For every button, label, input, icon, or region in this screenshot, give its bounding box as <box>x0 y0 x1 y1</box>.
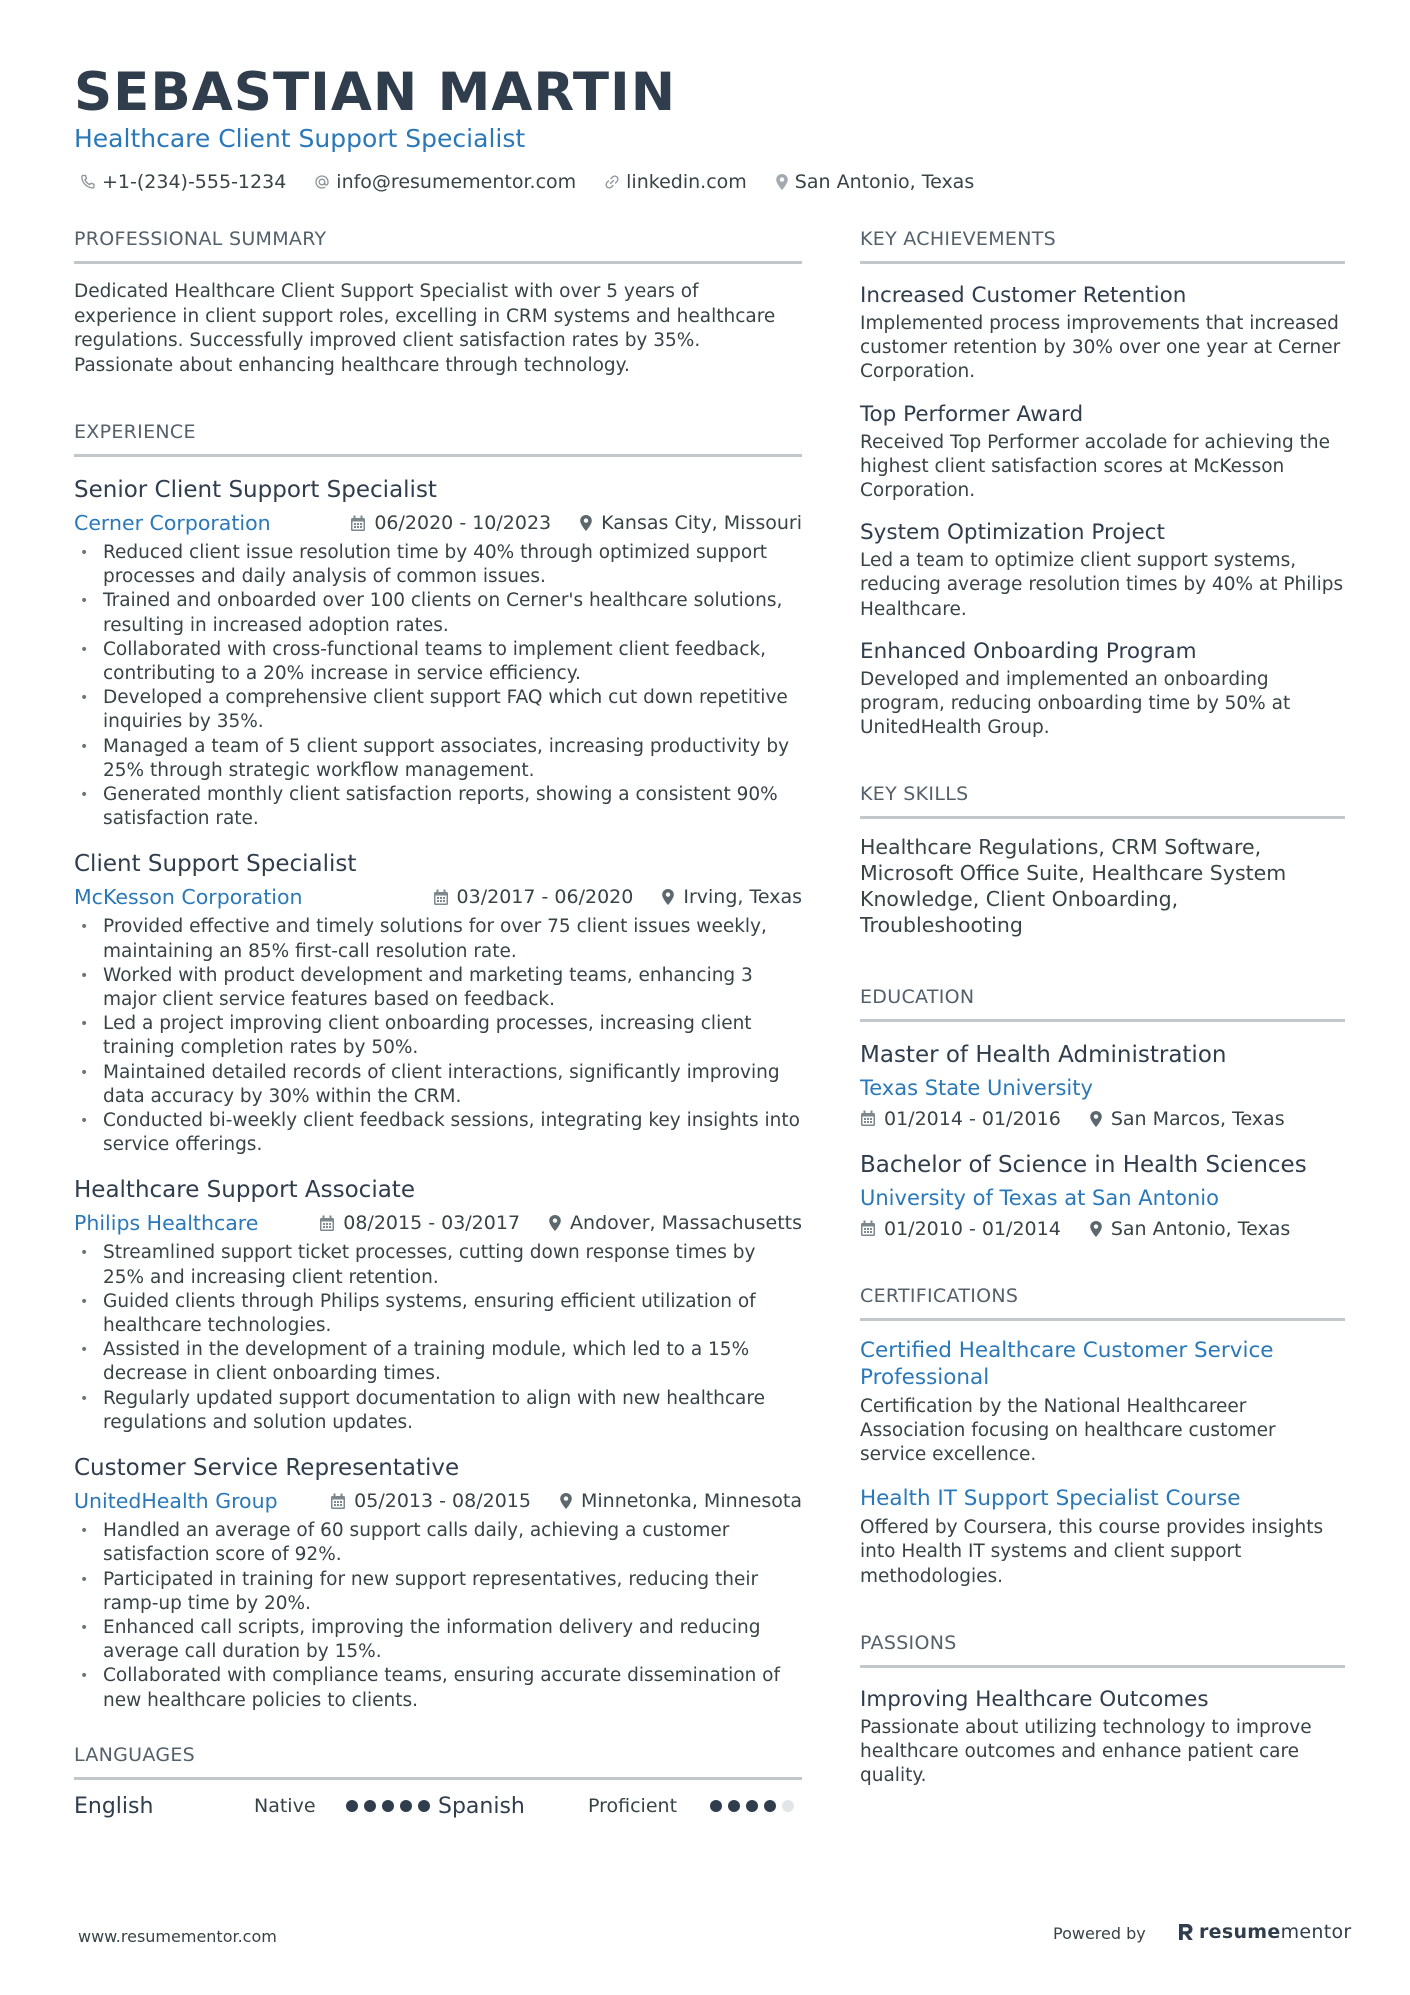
education-heading: EDUCATION <box>860 983 1345 1022</box>
bullet-item: • Generated monthly client satisfaction reports, showing a consistent 90% satisfaction rate. <box>74 783 802 831</box>
location-text: Minnetonka, Minnesota <box>580 1490 802 1513</box>
calendar-icon <box>350 515 366 532</box>
job-dates <box>433 881 634 913</box>
certification-desc: Offered by Coursera, this course provides insights into Health IT systems and client support methodologies. <box>860 1517 1324 1587</box>
school-name: University of Texas at San Antonio <box>860 1185 1219 1210</box>
job-entry <box>74 473 802 831</box>
calendar-icon <box>860 1220 876 1237</box>
candidate-title: Healthcare Client Support Specialist <box>74 124 526 153</box>
bullet-item: • Handled an average of 60 support calls daily, achieving a customer satisfaction score of 92%. <box>74 1519 802 1567</box>
rating-dot <box>382 1800 394 1812</box>
job-bullets <box>74 915 802 1157</box>
footer-powered-by: Powered by <box>1053 1924 1146 1943</box>
education-dates <box>860 1214 1061 1244</box>
dates-text: 08/2015 - 03/2017 <box>343 1212 521 1235</box>
job-bullets <box>74 1519 802 1713</box>
footer-brand-logo[interactable] <box>1177 1921 1352 1943</box>
map-pin-icon <box>661 888 675 906</box>
company-name: UnitedHealth Group <box>74 1489 278 1514</box>
dates-text: 01/2014 - 01/2016 <box>884 1107 1061 1130</box>
rating-dot <box>728 1800 740 1812</box>
achievement-item <box>860 399 1345 504</box>
job-meta <box>74 881 802 913</box>
rating-dot <box>782 1800 794 1812</box>
location-text: Kansas City, Missouri <box>601 512 802 534</box>
languages-list <box>74 1794 802 1819</box>
contact-email[interactable] <box>314 168 576 196</box>
map-pin-icon <box>1089 1220 1103 1238</box>
location-text: San Antonio, Texas <box>794 171 975 193</box>
achievement-title: Increased Customer Retention <box>860 283 1187 308</box>
bullet-item: • Participated in training for new support representatives, reducing their ramp-up time by 20%. <box>74 1568 802 1616</box>
job-dates <box>350 507 551 539</box>
bullet-item: • Streamlined support ticket processes, cutting down response times by 25% and increasing client retention. <box>74 1241 802 1289</box>
job-meta <box>74 1485 802 1517</box>
contact-linkedin[interactable] <box>604 168 747 196</box>
bullet-item: • Guided clients through Philips systems, ensuring efficient utilization of healthcare technologies. <box>74 1290 802 1338</box>
at-icon <box>314 174 330 190</box>
phone-icon <box>80 174 96 190</box>
bullet-item: • Worked with product development and marketing teams, enhancing 3 major client service features based on feedback. <box>74 964 802 1012</box>
location-text: San Antonio, Texas <box>1110 1217 1291 1240</box>
job-meta <box>74 507 802 539</box>
degree-title: Master of Health Administration <box>860 1041 1227 1068</box>
footer-url[interactable]: www.resumementor.com <box>78 1927 277 1946</box>
language-item <box>74 1794 438 1819</box>
company-name: McKesson Corporation <box>74 885 303 910</box>
brand-light: mentor <box>1280 1921 1352 1943</box>
job-entry <box>74 847 802 1157</box>
dates-text: 01/2010 - 01/2014 <box>884 1217 1061 1240</box>
bullet-item: • Developed a comprehensive client support FAQ which cut down repetitive inquiries by 35%. <box>74 686 802 734</box>
job-bullets <box>74 1241 802 1435</box>
language-rating <box>710 1800 800 1812</box>
achievement-item <box>860 280 1345 385</box>
location-text: Andover, Massachusetts <box>570 1212 802 1235</box>
rating-dot <box>746 1800 758 1812</box>
degree-title: Bachelor of Science in Health Sciences <box>860 1151 1307 1178</box>
bullet-item: • Collaborated with compliance teams, ensuring accurate dissemination of new healthcare policies to clients. <box>74 1664 802 1712</box>
right-column <box>860 225 1345 1802</box>
language-name: English <box>74 1793 154 1819</box>
map-pin-icon <box>548 1214 562 1232</box>
certification-title: Certified Healthcare Customer Service Professional <box>860 1337 1274 1390</box>
contact-phone <box>80 168 286 196</box>
job-location <box>579 507 802 539</box>
map-pin-icon <box>775 173 789 191</box>
rating-dot <box>710 1800 722 1812</box>
company-name: Philips Healthcare <box>74 1211 259 1236</box>
rating-dot <box>764 1800 776 1812</box>
bullet-item: • Reduced client issue resolution time by 40% through optimized support processes and daily analysis of common issues. <box>74 541 802 589</box>
job-dates <box>330 1485 531 1517</box>
certification-title: Health IT Support Specialist Course <box>860 1486 1241 1512</box>
job-dates <box>319 1207 520 1239</box>
job-bullets <box>74 541 802 831</box>
achievement-desc: Developed and implemented an onboarding program, reducing onboarding time by 50% at UnitedHealth Group. <box>860 668 1291 739</box>
job-title: Senior Client Support Specialist <box>74 477 437 503</box>
bullet-item: • Managed a team of 5 client support associates, increasing productivity by 25% through strategic workflow management. <box>74 735 802 783</box>
phone-text: +1-(234)-555-1234 <box>102 171 287 193</box>
bullet-item: • Collaborated with cross-functional teams to implement client feedback, contributing to a 20% increase in service efficiency. <box>74 638 802 686</box>
map-pin-icon <box>579 514 593 532</box>
bullet-item: • Provided effective and timely solutions for over 75 client issues weekly, maintaining an 85% first-call resolution rate. <box>74 915 802 963</box>
education-location <box>1089 1214 1290 1244</box>
job-meta <box>74 1207 802 1239</box>
passion-desc: Passionate about utilizing technology to improve healthcare outcomes and enhance patient care quality. <box>860 1716 1312 1787</box>
language-level: Native <box>254 1795 316 1818</box>
achievement-title: Top Performer Award <box>860 401 1084 427</box>
linkedin-text: linkedin.com <box>626 171 747 193</box>
passion-title: Improving Healthcare Outcomes <box>860 1686 1209 1712</box>
certification-desc: Certification by the National Healthcareer Association focusing on healthcare customer service excellence. <box>860 1395 1276 1466</box>
passion-item <box>860 1684 1345 1789</box>
passions-heading: PASSIONS <box>860 1629 1345 1668</box>
bullet-item: • Assisted in the development of a training module, which led to a 15% decrease in client onboarding times. <box>74 1338 802 1386</box>
job-entry <box>74 1451 802 1713</box>
resumementor-logo-icon <box>1177 1922 1195 1942</box>
rating-dot <box>364 1800 376 1812</box>
achievements-heading: KEY ACHIEVEMENTS <box>860 225 1345 264</box>
bullet-item: • Conducted bi-weekly client feedback sessions, integrating key insights into service offerings. <box>74 1109 802 1157</box>
rating-dot <box>418 1800 430 1812</box>
education-meta <box>860 1214 1345 1244</box>
education-dates <box>860 1104 1061 1134</box>
job-location <box>548 1207 802 1239</box>
education-meta <box>860 1104 1345 1134</box>
calendar-icon <box>319 1215 335 1232</box>
map-pin-icon <box>1089 1110 1103 1128</box>
education-item <box>860 1148 1345 1244</box>
bullet-item: • Led a project improving client onboarding processes, increasing client training completion rates by 50%. <box>74 1012 802 1060</box>
certification-item <box>860 1337 1345 1468</box>
map-pin-icon <box>559 1492 573 1510</box>
achievement-desc: Received Top Performer accolade for achieving the highest client satisfaction scores at McKesson Corporation. <box>860 431 1330 502</box>
dates-text: 05/2013 - 08/2015 <box>354 1490 531 1513</box>
achievement-title: System Optimization Project <box>860 520 1165 546</box>
job-entry <box>74 1173 802 1435</box>
location-text: Irving, Texas <box>683 886 802 909</box>
calendar-icon <box>860 1110 876 1127</box>
dates-text: 06/2020 - 10/2023 <box>374 512 552 534</box>
candidate-name: SEBASTIAN MARTIN <box>74 62 677 123</box>
job-location <box>661 881 802 913</box>
language-rating <box>346 1800 436 1812</box>
company-name: Cerner Corporation <box>74 511 271 535</box>
skills-heading: KEY SKILLS <box>860 780 1345 819</box>
contact-location <box>775 168 974 196</box>
link-icon <box>604 174 620 190</box>
language-item <box>438 1794 802 1819</box>
achievement-desc: Led a team to optimize client support systems, reducing average resolution times by 40% at Philips Healthcare. <box>860 550 1344 620</box>
education-location <box>1089 1104 1285 1134</box>
certifications-heading: CERTIFICATIONS <box>860 1282 1345 1321</box>
brand-bold: resume <box>1199 1921 1281 1943</box>
location-text: San Marcos, Texas <box>1110 1107 1285 1130</box>
dates-text: 03/2017 - 06/2020 <box>456 886 634 909</box>
school-name: Texas State University <box>860 1075 1093 1100</box>
calendar-icon <box>433 889 449 906</box>
bullet-item: • Maintained detailed records of client interactions, significantly improving data accuracy by 30% within the CRM. <box>74 1061 802 1109</box>
bullet-item: • Trained and onboarded over 100 clients on Cerner's healthcare solutions, resulting in increased adoption rates. <box>74 589 802 637</box>
summary-text: Dedicated Healthcare Client Support Specialist with over 5 years of experience in client support roles, excelling in CRM systems and healthcare regulations. Successfully improved client satisfaction rates by 35%. Passionate about enhancing healthcare through technology. <box>74 281 776 376</box>
left-column <box>74 225 802 1819</box>
job-title: Healthcare Support Associate <box>74 1177 415 1204</box>
skills-text: Healthcare Regulations, CRM Software, Microsoft Office Suite, Healthcare System Knowledge, Client Onboarding, Troubleshooting <box>860 835 1287 937</box>
rating-dot <box>346 1800 358 1812</box>
job-location <box>559 1485 802 1517</box>
achievement-item <box>860 517 1345 622</box>
experience-heading: EXPERIENCE <box>74 418 802 457</box>
achievement-item <box>860 636 1345 741</box>
achievement-title: Enhanced Onboarding Program <box>860 638 1197 664</box>
calendar-icon <box>330 1493 346 1510</box>
job-title: Customer Service Representative <box>74 1455 460 1482</box>
rating-dot <box>400 1800 412 1812</box>
language-level: Proficient <box>588 1795 678 1818</box>
certification-item <box>860 1485 1345 1589</box>
achievement-desc: Implemented process improvements that increased customer retention by 30% over one year at Cerner Corporation. <box>860 313 1341 383</box>
languages-heading: LANGUAGES <box>74 1741 802 1780</box>
summary-heading: PROFESSIONAL SUMMARY <box>74 225 802 264</box>
contact-bar <box>80 168 1002 196</box>
bullet-item: • Regularly updated support documentation to align with new healthcare regulations and solution updates. <box>74 1387 802 1435</box>
bullet-item: • Enhanced call scripts, improving the information delivery and reducing average call duration by 15%. <box>74 1616 802 1664</box>
education-item <box>860 1038 1345 1134</box>
job-title: Client Support Specialist <box>74 851 357 878</box>
email-text: info@resumementor.com <box>336 171 577 193</box>
language-name: Spanish <box>438 1793 525 1819</box>
